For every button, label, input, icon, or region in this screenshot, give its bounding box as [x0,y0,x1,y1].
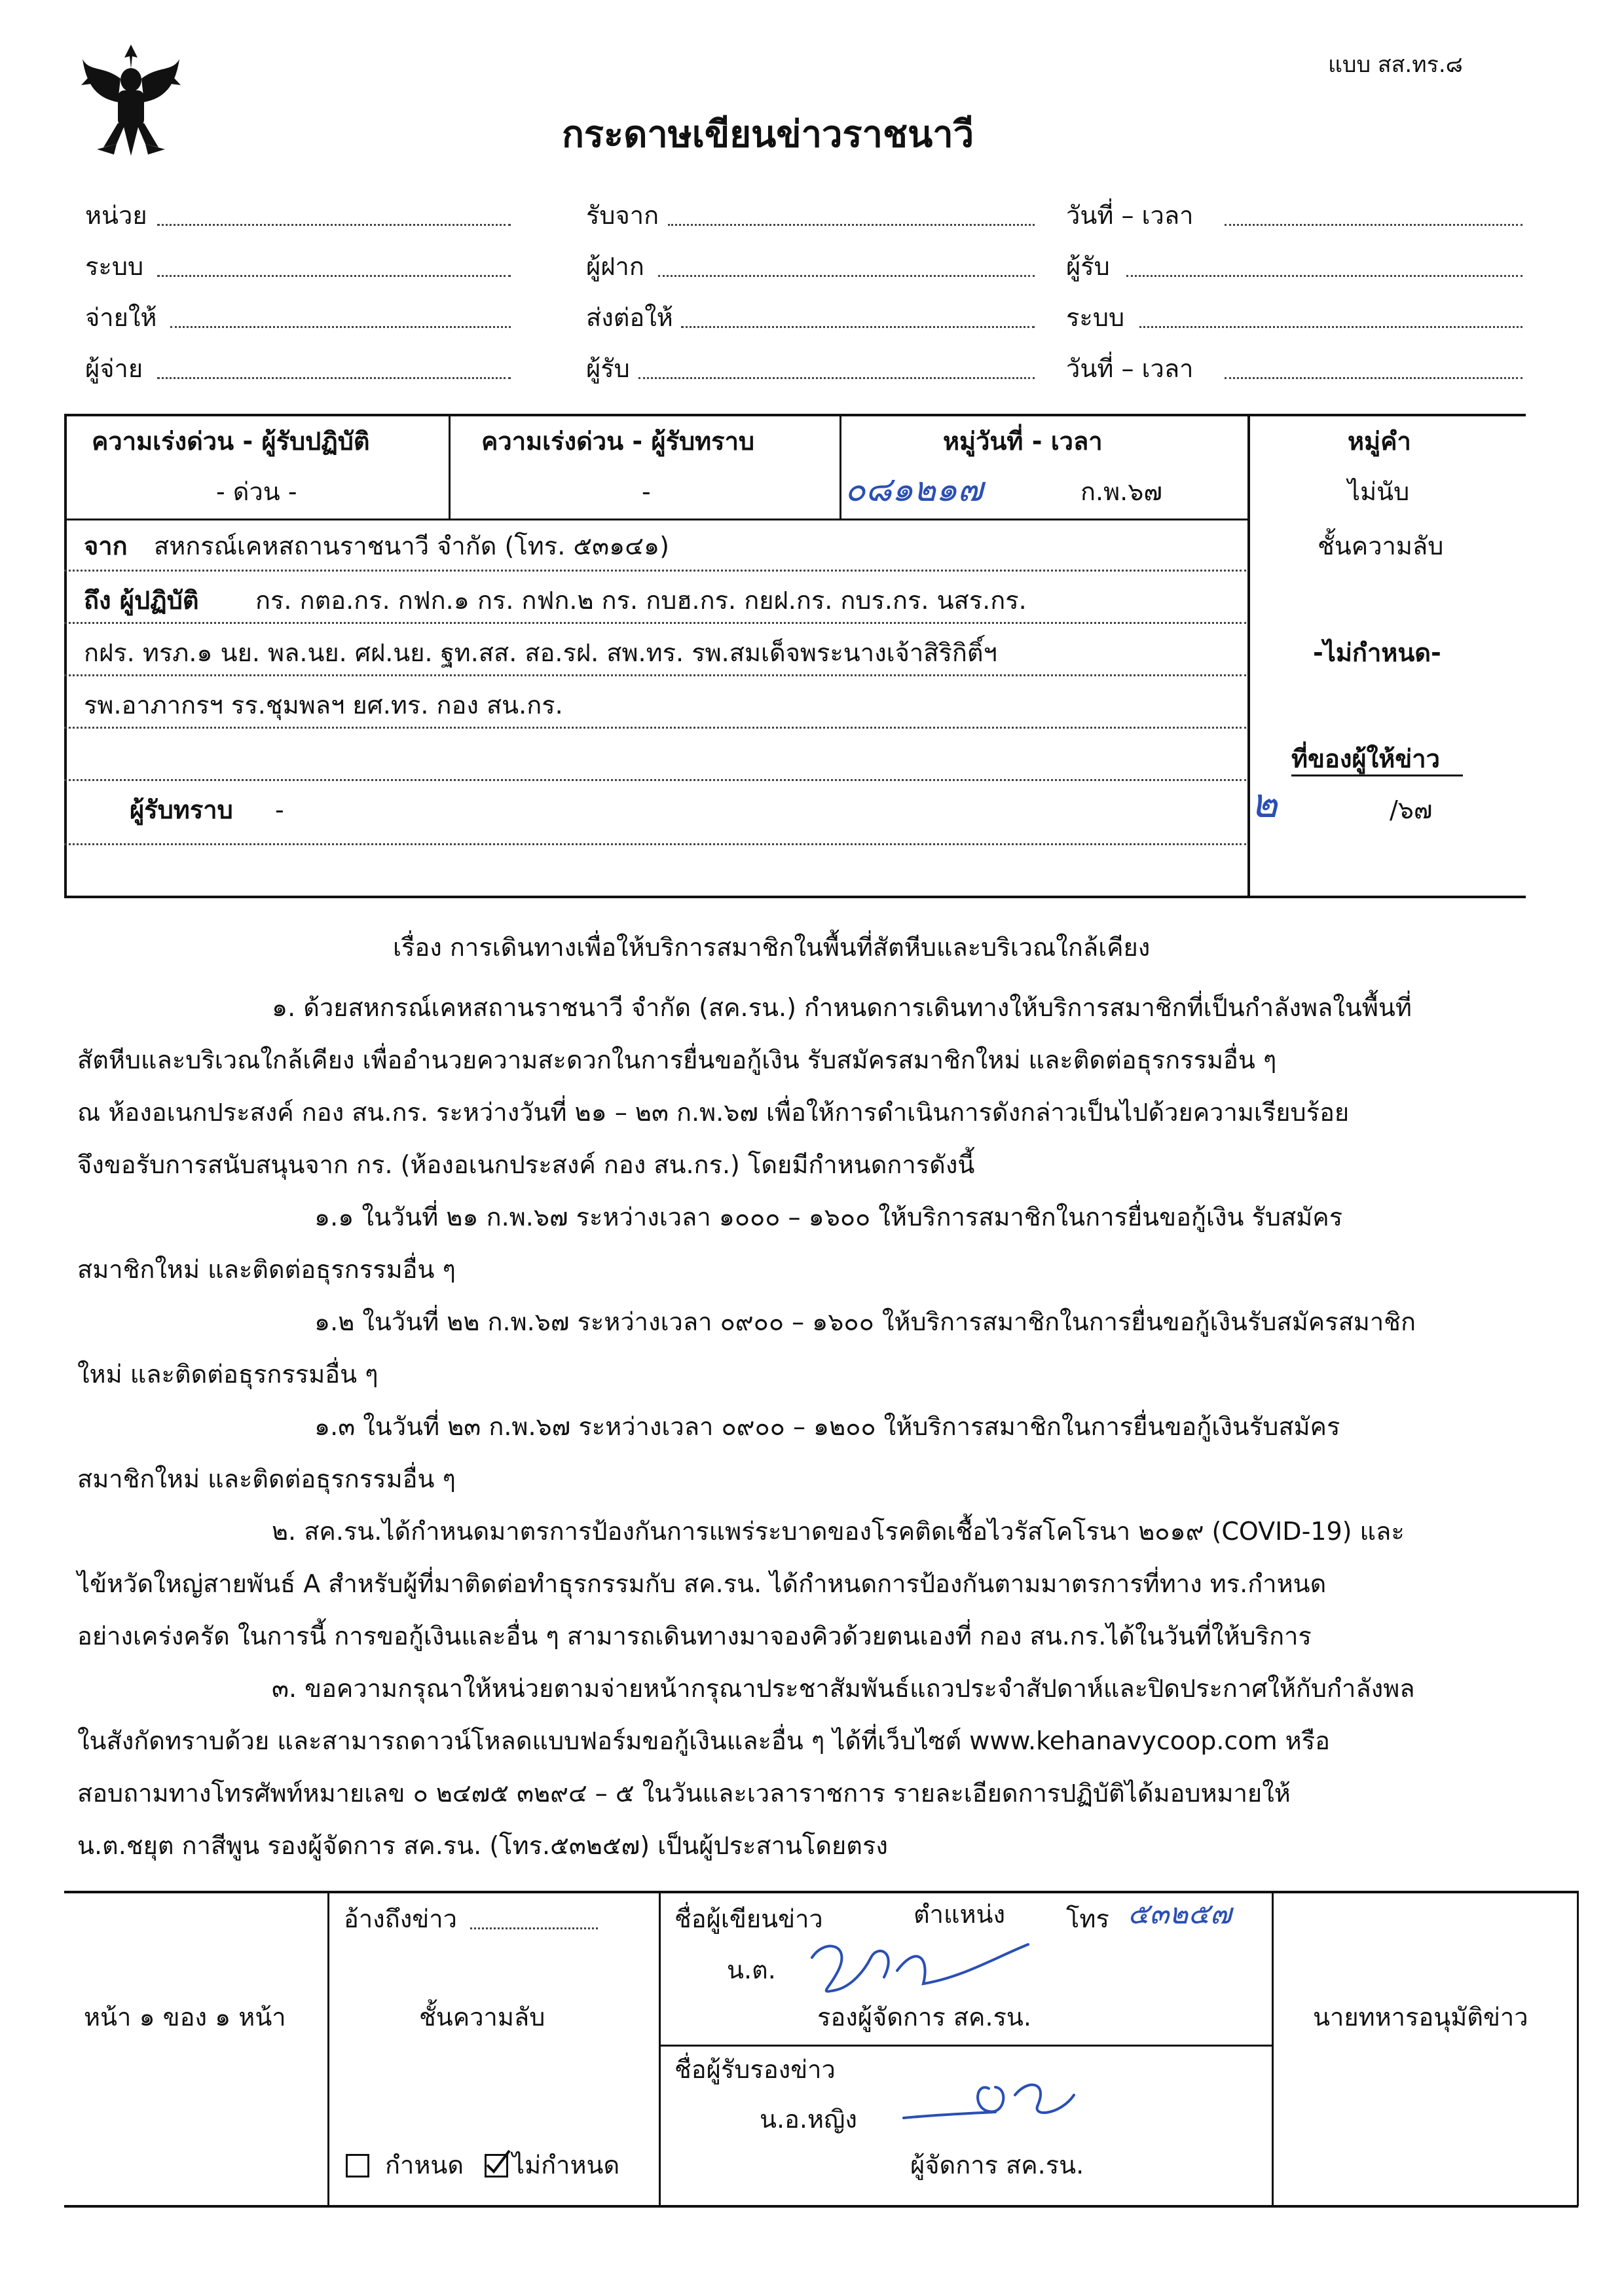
to-line-3: รพ.อาภากรฯ รร.ชุมพลฯ ยศ.ทร. กอง สน.กร. [84,691,563,720]
field-label: ผู้จ่าย [85,354,143,383]
originator-ref-number: ๒ [1251,779,1278,827]
page-title: กระดาษเขียนข่าวราชนาวี [562,113,974,156]
para-2-line: อย่างเคร่งครัด ในการนี้ การขอกู้เงินและอื่น ๆ สามารถเดินทางมาจองคิวด้วยตนเองที่ กอง สน.กร.ได้ในวันที่ให้บริการ [77,1622,1312,1650]
field-label: ระบบ [1066,303,1125,332]
field-label: จ่ายให้ [85,303,157,332]
form-code: แบบ สส.ทร.๘ [1328,52,1463,78]
reference-label: อ้างถึงข่าว [344,1904,457,1933]
check-mark-icon [485,2149,511,2176]
field-label: หน่วย [85,201,147,230]
field-line[interactable] [658,275,1035,277]
info-recipient-value: - [275,795,284,824]
field-label: ผู้รับ [1066,252,1110,281]
to-line-2: กฝร. ทรภ.๑ นย. พล.นย. ศฝ.นย. ฐท.สส. สอ.รฝ. สพ.ทร. รพ.สมเด็จพระนางเจ้าสิริกิติ์ฯ [84,638,997,667]
priority-action-header: ความเร่งด่วน - ผู้รับปฏิบัติ [92,427,370,456]
para-1-line: จึงขอรับการสนับสนุนจาก กร. (ห้องอเนกประสงค์ กอง สน.กร.) โดยมีกำหนดการดังนี้ [77,1150,975,1179]
approver-label: นายทหารอนุมัติข่าว [1313,2003,1528,2032]
datetime-group-header: หมู่วันที่ - เวลา [943,427,1103,456]
field-line[interactable] [170,326,511,328]
to-line-1: กร. กตอ.กร. กฟก.๑ กร. กฟก.๒ กร. กบฮ.กร. กยฝ.กร. กบร.กร. นสร.กร. [255,586,1027,615]
field-label: วันที่ – เวลา [1066,201,1194,230]
field-label: ผู้รับ [586,354,630,383]
from-label: จาก [84,532,128,560]
reference-field[interactable] [470,1927,598,1929]
word-count-value: ไม่นับ [1348,477,1410,506]
field-label: รับจาก [586,201,659,230]
option-unset-checkbox[interactable] [485,2154,508,2178]
para-3: ๓. ขอความกรุณาให้หน่วยตามจ่ายหน้ากรุณาประชาสัมพันธ์แถวประจำสัปดาห์และปิดประกาศให้กับกำลังพล [272,1674,1415,1703]
field-line[interactable] [157,224,511,226]
para-1-3-line: สมาชิกใหม่ และติดต่อธุรกรรมอื่น ๆ [77,1465,456,1493]
originator-ref-year: /๖๗ [1390,795,1433,824]
field-line[interactable] [157,377,511,379]
priority-info-value: - [642,477,651,506]
field-line[interactable] [668,224,1035,226]
garuda-emblem-icon [77,39,185,160]
secrecy-footer-label: ชั้นความลับ [419,2003,545,2032]
para-1-2: ๑.๒ ในวันที่ ๒๒ ก.พ.๖๗ ระหว่างเวลา ๐๙๐๐ – ๑๖๐๐ ให้บริการสมาชิกในการยื่นขอกู้เงินรับสมัครสมาชิก [314,1307,1416,1336]
certifier-label: ชื่อผู้รับรองข่าว [674,2055,836,2084]
option-set-label: กำหนด [385,2151,464,2179]
field-line[interactable] [681,326,1035,328]
field-line[interactable] [1139,326,1522,328]
word-count-header: หมู่คำ [1348,427,1411,456]
para-1-2-line: ใหม่ และติดต่อธุรกรรมอื่น ๆ [77,1360,378,1389]
certifier-position: ผู้จัดการ สค.รน. [910,2151,1084,2179]
writer-signature-icon [799,1931,1035,2010]
certifier-rank: น.อ.หญิง [760,2105,857,2134]
field-line[interactable] [157,275,511,277]
field-label: ระบบ [85,252,144,281]
secrecy-label: ชั้นความลับ [1318,532,1444,560]
info-recipient-label: ผู้รับทราบ [130,795,233,824]
tel-handwritten: ๕๓๒๕๗ [1128,1897,1232,1931]
field-label: ส่งต่อให้ [586,303,673,332]
para-1-line: ณ ห้องอเนกประสงค์ กอง สน.กร. ระหว่างวันที่ ๒๑ – ๒๓ ก.พ.๖๗ เพื่อให้การดำเนินการดังกล่าวเป็นไปด้วยความเรียบร้อย [77,1098,1350,1127]
field-line[interactable] [638,377,1035,379]
writer-rank: น.ต. [727,1956,776,1984]
para-1: ๑. ด้วยสหกรณ์เคหสถานราชนาวี จำกัด (สค.รน.) กำหนดการเดินทางให้บริการสมาชิกที่เป็นกำลังพลในพื้นที่ [272,993,1412,1022]
para-1-line: สัตหีบและบริเวณใกล้เคียง เพื่ออำนวยความสะดวกในการยื่นขอกู้เงิน รับสมัครสมาชิกใหม่ และติดต่อธุรกรรมอื่น ๆ [77,1046,1277,1074]
para-2: ๒. สค.รน.ได้กำหนดมาตรการป้องกันการแพร่ระบาดของโรคติดเชื้อไวรัสโคโรนา ๒๐๑๙ (COVID-19) และ [272,1517,1405,1546]
option-unset-label: ไม่กำหนด [512,2151,620,2179]
originator-ref-label: ที่ของผู้ให้ข่าว [1291,744,1440,773]
field-label: วันที่ – เวลา [1066,354,1194,383]
para-1-3: ๑.๓ ในวันที่ ๒๓ ก.พ.๖๗ ระหว่างเวลา ๐๙๐๐ – ๑๒๐๐ ให้บริการสมาชิกในการยื่นขอกู้เงินรับสมัคร [314,1412,1340,1441]
field-line[interactable] [1225,377,1522,379]
to-label: ถึง ผู้ปฏิบัติ [84,586,199,615]
page-count: หน้า ๑ ของ ๑ หน้า [84,2003,286,2032]
para-3-line: สอบถามทางโทรศัพท์หมายเลข ๐ ๒๔๗๕ ๓๒๙๔ – ๕ ในวันและเวลาราชการ รายละเอียดการปฏิบัติได้มอบหมายให้ [77,1779,1291,1808]
tel-label: โทร [1066,1904,1109,1933]
field-label: ผู้ฝาก [586,252,644,281]
para-2-line: ไข้หวัดใหญ่สายพันธ์ A สำหรับผู้ที่มาติดต่อทำธุรกรรมกับ สค.รน. ได้กำหนดการป้องกันตามมาตรการที่ทาง ทร.กำหนด [77,1569,1327,1598]
datetime-group-month: ก.พ.๖๗ [1080,477,1162,506]
field-line[interactable] [1126,275,1522,277]
secrecy-value: -ไม่กำหนด- [1313,638,1441,667]
para-1-1-line: สมาชิกใหม่ และติดต่อธุรกรรมอื่น ๆ [77,1255,456,1284]
para-3-line: น.ต.ชยุต กาสีพูน รองผู้จัดการ สค.รน. (โทร.๕๓๒๕๗) เป็นผู้ประสานโดยตรง [77,1831,888,1860]
position-label: ตำแหน่ง [913,1900,1006,1929]
writer-position: รองผู้จัดการ สค.รน. [817,2003,1031,2032]
field-line[interactable] [1225,224,1522,226]
para-1-1: ๑.๑ ในวันที่ ๒๑ ก.พ.๖๗ ระหว่างเวลา ๑๐๐๐ – ๑๖๐๐ ให้บริการสมาชิกในการยื่นขอกู้เงิน รับสมัคร [314,1203,1343,1231]
from-text: สหกรณ์เคหสถานราชนาวี จำกัด (โทร. ๕๓๑๔๑) [154,532,669,560]
writer-label: ชื่อผู้เขียนข่าว [674,1904,823,1933]
datetime-group-handwritten: ๐๘๑๒๑๗ [845,470,984,509]
certifier-signature-icon [897,2069,1087,2134]
para-3-line: ในสังกัดทราบด้วย และสามารถดาวน์โหลดแบบฟอร์มขอกู้เงินและอื่น ๆ ได้ที่เว็บไซต์ www.kehanavycoop.com หรือ [77,1726,1330,1755]
option-set-checkbox[interactable] [346,2154,369,2178]
priority-action-value: - ด่วน - [216,477,297,506]
subject: เรื่อง การเดินทางเพื่อให้บริการสมาชิกในพื้นที่สัตหีบและบริเวณใกล้เคียง [393,933,1151,962]
priority-info-header: ความเร่งด่วน - ผู้รับทราบ [481,427,755,456]
